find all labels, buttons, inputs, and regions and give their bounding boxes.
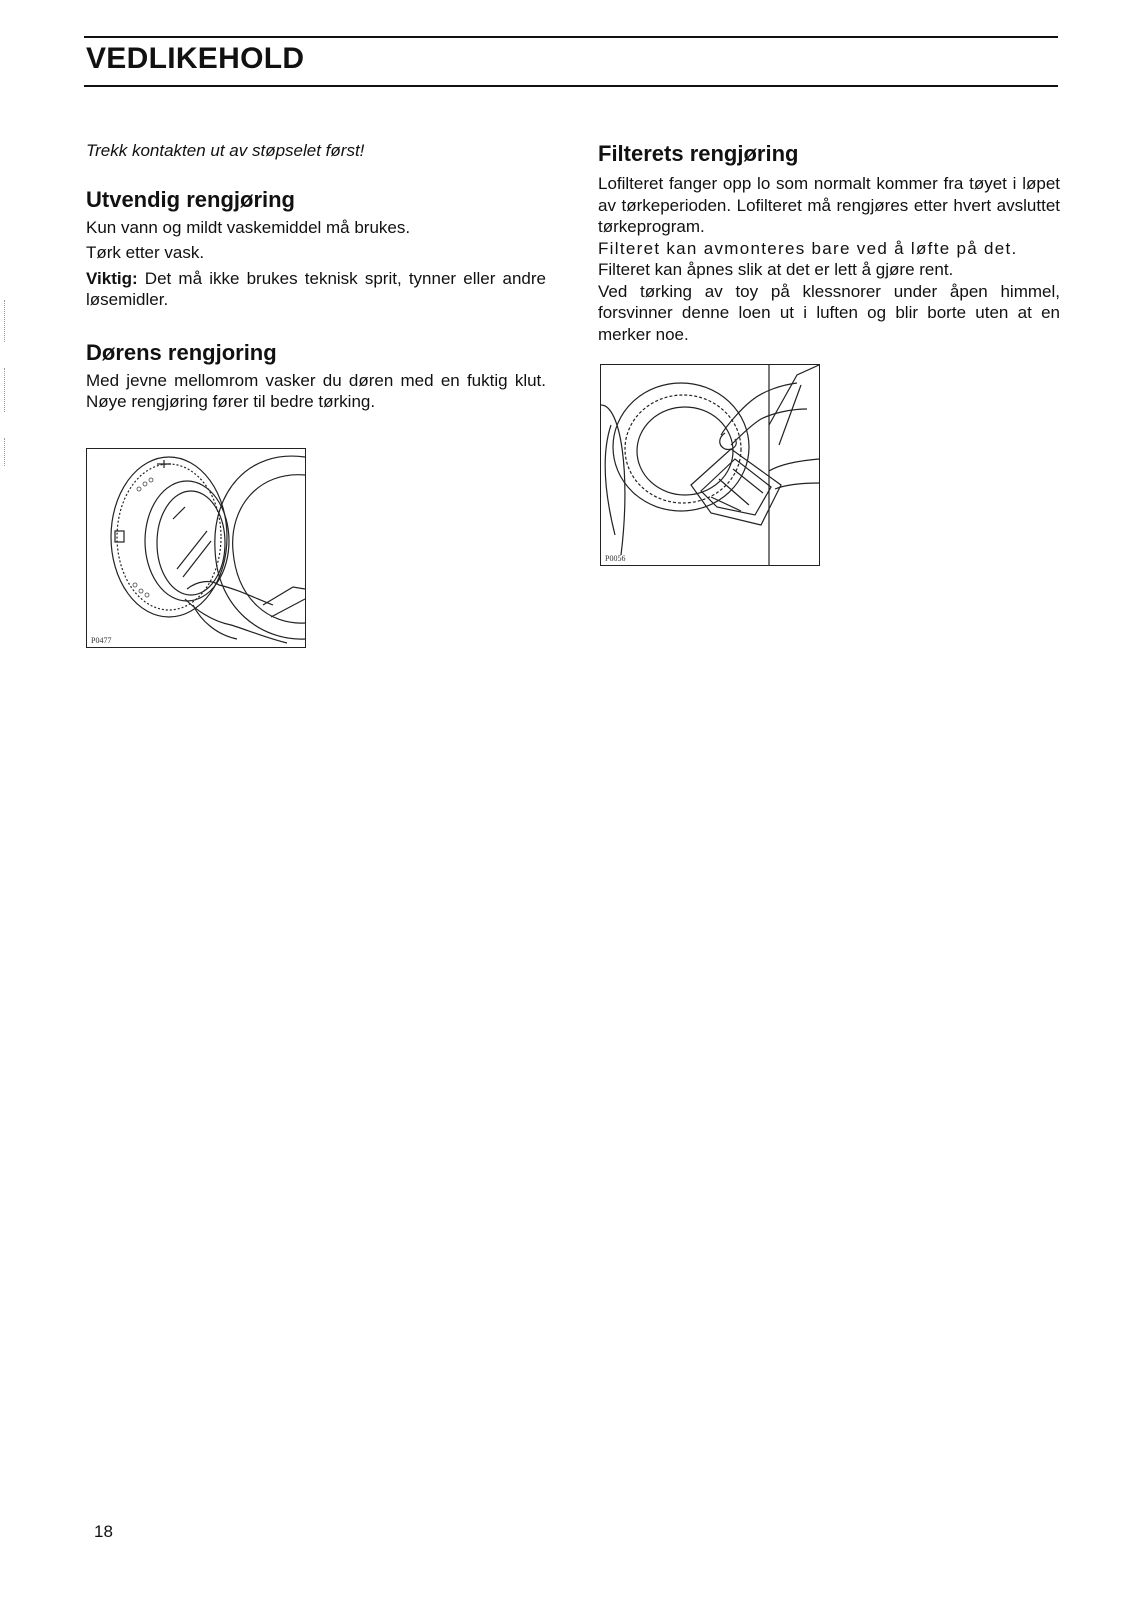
figure-code-right: P0056 bbox=[605, 554, 626, 563]
door-cleaning-heading: Dørens rengjoring bbox=[86, 339, 277, 365]
important-text: Det må ikke brukes teknisk sprit, tynner eller andre løsemidler. bbox=[86, 268, 546, 309]
page-title: VEDLIKEHOLD bbox=[86, 42, 305, 75]
exterior-cleaning-heading: Utvendig rengjøring bbox=[86, 186, 295, 212]
filter-cleaning-para4: Ved tørking av toy på klessnorer under åpen himmel, forsvinner denne loen ut i luften og blir borte uten at en merker noe. bbox=[598, 281, 1060, 344]
filter-cleaning-para3: Filteret kan åpnes slik at det er lett å gjøre rent. bbox=[598, 260, 954, 279]
right-column bbox=[598, 140, 1060, 345]
header-rule-top bbox=[84, 36, 1058, 38]
door-cleaning-illustration bbox=[86, 448, 306, 648]
figure-code-left: P0477 bbox=[91, 636, 112, 645]
filter-cleaning-para1: Lofilteret fanger opp lo som normalt kommer fra tøyet i løpet av tørkeperioden. Lofilteret må rengjøres etter hvert avsluttet tørkeprogram. bbox=[598, 174, 1060, 236]
unplug-warning: Trekk kontakten ut av støpselet først! bbox=[86, 141, 365, 160]
important-label: Viktig: bbox=[86, 268, 138, 288]
door-cleaning-drawing bbox=[87, 449, 305, 647]
margin-mark bbox=[4, 438, 5, 466]
filter-cleaning-para2: Filteret kan avmonteres bare ved å løfte på det. bbox=[598, 238, 1018, 258]
door-cleaning-text: Med jevne mellomrom vasker du døren med en fuktig klut. Nøye rengjøring fører til bedre tørking. bbox=[86, 370, 546, 411]
page-number: 18 bbox=[94, 1522, 113, 1541]
filter-cleaning-heading: Filterets rengjøring bbox=[598, 141, 799, 166]
exterior-cleaning-important bbox=[86, 268, 546, 311]
header-rule-bottom bbox=[84, 85, 1058, 87]
margin-mark bbox=[4, 368, 5, 412]
filter-cleaning-illustration bbox=[600, 364, 820, 566]
exterior-cleaning-line1: Kun vann og mildt vaskemiddel må brukes. bbox=[86, 217, 411, 237]
exterior-cleaning-line2: Tørk etter vask. bbox=[86, 243, 205, 262]
margin-mark bbox=[4, 300, 5, 342]
left-column bbox=[86, 140, 546, 413]
filter-cleaning-drawing bbox=[601, 365, 819, 565]
